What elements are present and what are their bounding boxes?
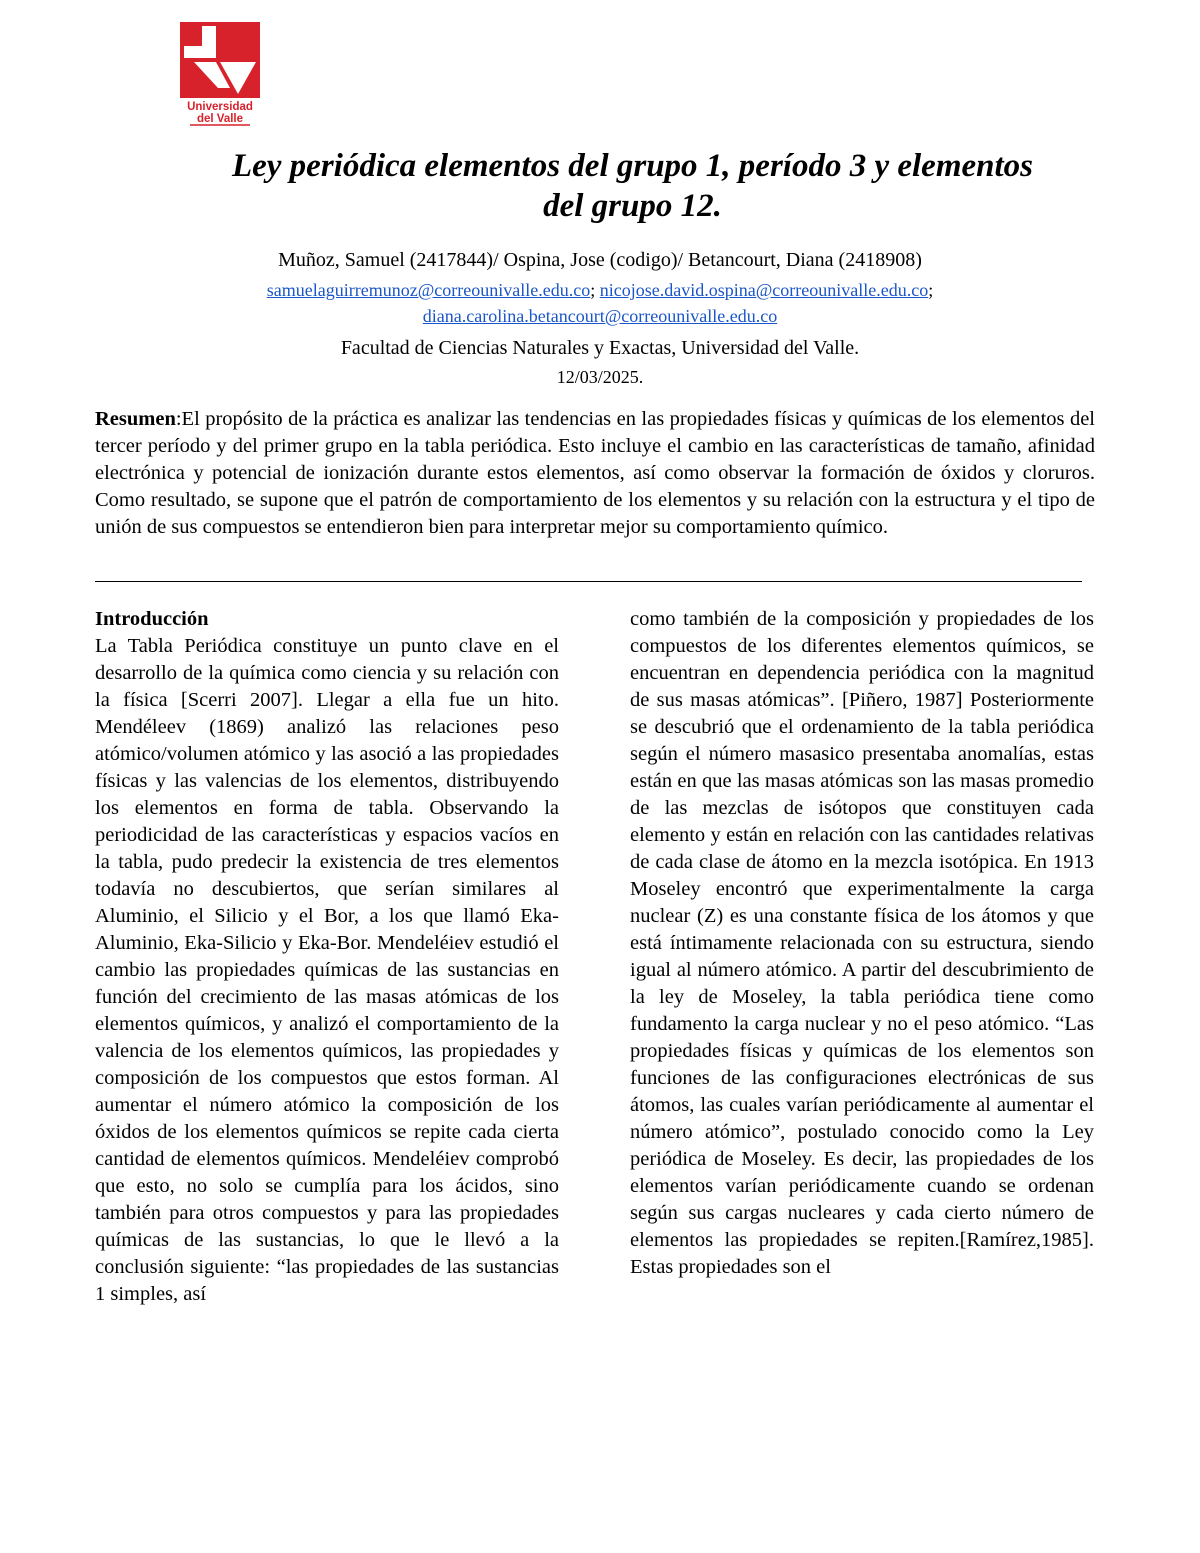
authors: Muñoz, Samuel (2417844)/ Ospina, Jose (codigo)/ Betancourt, Diana (2418908) <box>278 249 922 271</box>
title-line-2: del grupo 12. <box>543 188 722 224</box>
logo-text-line2: del Valle <box>196 113 244 125</box>
email-link-3[interactable]: diana.carolina.betancourt@correounivalle.edu.co <box>422 306 778 326</box>
introduction-heading: Introducción <box>95 608 209 630</box>
right-column <box>630 606 1094 1281</box>
university-logo <box>180 22 262 130</box>
abstract <box>95 406 1095 541</box>
document-date: 12/03/2025. <box>556 367 644 387</box>
email-link-2[interactable]: nicojose.david.ospina@correounivalle.edu.co <box>599 280 929 300</box>
introduction-left-text: La Tabla Periódica constituye un punto clave en el desarrollo de la química como ciencia y su relación con la física [Scerri 2007]. Llegar a ella fue un hito. Mendéleev (1869) analizó las relaciones peso atómico/volumen atómico y las asoció a las propiedades físicas y las valencias de los elementos, distribuyendo los elementos en forma de tabla. Observando la periodicidad de las características y espacios vacíos en la tabla, pudo predecir la existencia de tres elementos todavía no descubiertos, que serían similares al Aluminio, el Silicio y el Bor, a los que llamó Eka-Aluminio, Eka-Silicio y Eka-Bor. Mendeléiev estudió el cambio las propiedades químicas de las sustancias en función del crecimiento de las masas atómicas de los elementos químicos, y analizó el comportamiento de la valencia de los elementos químicos, las propiedades y composición de los compuestos que estos forman. Al aumentar el número atómico la composición de los óxidos de los elementos químicos se repite cada cierta cantidad de elementos químicos. Mendeléiev comprobó que esto, no solo se cumplía para los ácidos, sino también para otros compuestos y para las propiedades químicas de las sustancias, lo que le llevó a la conclusión siguiente: “las propiedades de las sustancias 1 simples, así <box>95 635 559 1305</box>
logo-text-line1: Universidad <box>187 101 253 113</box>
abstract-label: Resumen <box>95 408 176 430</box>
faculty-affiliation: Facultad de Ciencias Naturales y Exactas, Universidad del Valle. <box>340 337 860 359</box>
left-column <box>95 606 559 1308</box>
email-separator-1: ; <box>590 280 600 300</box>
introduction-right-text: como también de la composición y propiedades de los compuestos de los diferentes elementos químicos, se encuentran en dependencia periódica con la magnitud de sus masas atómicas”. [Piñero, 1987] Posteriormente se descubrió que el ordenamiento de la tabla periódica según el número masasico presentaba anomalías, estas están en que las masas atómicas son las masas promedio de las mezclas de isótopos que constituyen cada elemento y están en relación con las cantidades relativas de cada clase de átomo en la mezcla isotópica. En 1913 Moseley encontró que experimentalmente la carga nuclear (Z) es una constante física de los átomos y que está íntimamente relacionada con su estructura, siendo igual al número atómico. A partir del descubrimiento de la ley de Moseley, la tabla periódica tiene como fundamento la carga nuclear y no el peso atómico. “Las propiedades físicas y químicas de los elementos son funciones de las configuraciones electrónicas de sus átomos, las cuales varían periódicamente al aumentar el número atómico”, postulado conocido como la Ley periódica de Moseley. Es decir, las propiedades de los elementos varían periódicamente cuando se ordenan según sus cargas nucleares y cada cierto número de elementos las propiedades se repiten.[Ramírez,1985]. Estas propiedades son el <box>630 608 1094 1278</box>
abstract-text: :El propósito de la práctica es analizar las tendencias en las propiedades físicas y químicas de los elementos del tercer período y del primer grupo en la tabla periódica. Esto incluye el cambio en las características de tamaño, afinidad electrónica y potencial de ionización durante estos elementos, así como observar la formación de óxidos y cloruros. Como resultado, se supone que el patrón de comportamiento de los elementos y su relación con la estructura y el tipo de unión de sus compuestos se entendieron bien para interpretar mejor su comportamiento químico. <box>95 408 1095 538</box>
email-link-1[interactable]: samuelaguirremunoz@correounivalle.edu.co <box>266 280 591 300</box>
section-divider <box>95 581 1082 582</box>
document-title <box>100 146 1165 226</box>
email-separator-2: ; <box>928 280 934 300</box>
title-line-1: Ley periódica elementos del grupo 1, período 3 y elementos <box>231 148 1034 184</box>
author-emails <box>100 277 1100 329</box>
